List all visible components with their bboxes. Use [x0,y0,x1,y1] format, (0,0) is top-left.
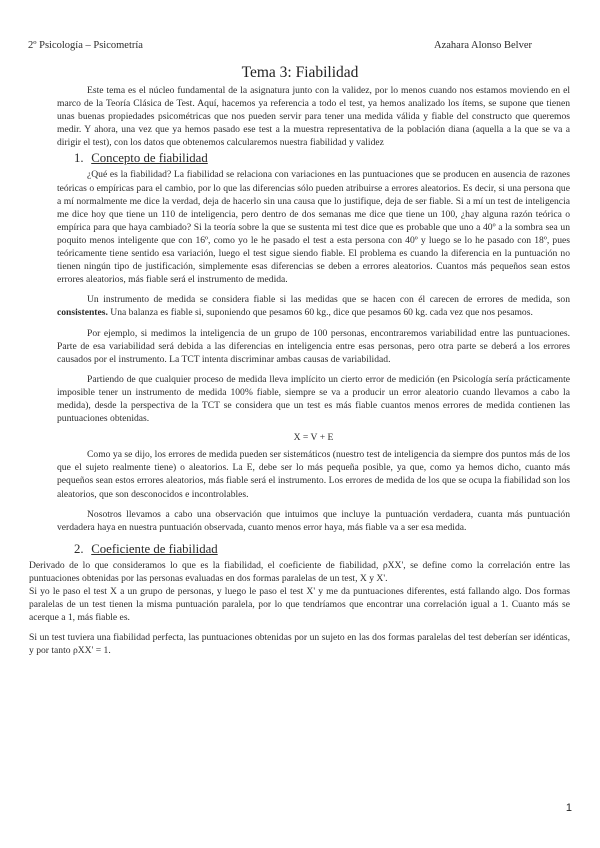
p2-text-start: Un instrumento de medida se considera fiable si las medidas que se hacen con él carecen de errores de medida, son [87,294,570,306]
section-2-number: 2. [74,541,84,556]
section-1-paragraph-4: Partiendo de que cualquier proceso de medida lleva implícito un cierto error de medición (en Psicología sería prácticamente imposible tener un instrumento de medida 100% fiable, siempre se va a producir un error aleatorio cuando llevamos a cabo la medida), desde la perspectiva de la TCT se considera que un test es más fiable cuantos menos errores de medida contienen las puntuaciones obtenidas. [57,373,570,425]
equation: X = V + E [293,432,334,444]
section-2-paragraph-1: Derivado de lo que consideramos lo que es la fiabilidad, el coeficiente de fiabilidad, ρXX', se define como la correlación entre las puntuaciones obtenidas por las personas evaluadas en dos formas paralelas de un test, X y X'. [29,559,570,584]
section-1-title: Concepto de fiabilidad [91,151,208,166]
section-1-heading [57,150,570,166]
section-1-paragraph-6: Nosotros llevamos a cabo una observación que intuimos que incluye la puntuación verdadera, cuanta más puntuación verdadera haya en nuestra puntuación observada, cuanto menos error haya, más fiable va a ser esa medida. [57,508,570,533]
section-1-paragraph-2 [57,293,570,319]
section-1-number: 1. [74,151,84,166]
page-number: 1 [565,802,572,814]
intro-paragraph: Este tema es el núcleo fundamental de la asignatura junto con la validez, por lo menos cuando nos estamos moviendo en el marco de la Teoría Clásica de Test. Aquí, hacemos ya referencia a todo el test, ya hemos analizado los ítems, se supone que tienen unas buenas propiedades psicométricas que nos pueden servir para tener una medida válida y fiable del constructo que queremos medir. Y ahora, una vez que ya hemos pasado ese test a la muestra representativa de la población diana (aquella a la que se va a dirigir el test), con los datos que obtenemos calcularemos nuestra fiabilidad y validez [57,85,570,149]
header-course: 2º Psicología – Psicometría [28,40,143,51]
section-1-paragraph-3: Por ejemplo, si medimos la inteligencia de un grupo de 100 personas, encontraremos variabilidad entre las puntuaciones. Parte de esa variabilidad será debida a las diferencias en inteligencia entre esas personas, pero otra parte se deberá a los errores causados por el instrumento. La TCT intenta discriminar ambas causas de variabilidad. [57,327,570,365]
section-2-paragraph-2: Si yo le paso el test X a un grupo de personas, y luego le paso el test X' y me da puntuaciones diferentes, está fallando algo. Dos formas paralelas de un test tienen la misma puntuación paralela, por lo que tendríamos que encontrar una correlación igual a 1. Cuanto más se acerque a 1, más fiable es. [29,586,570,624]
page-header [28,40,572,51]
header-author: Azahara Alonso Belver [434,40,532,51]
p2-text-end: Una balanza es fiable si, suponiendo que pesamos 60 kg., dice que pesamos 60 kg. cada vez que nos pesamos. [107,307,533,319]
section-2-paragraph-3: Si un test tuviera una fiabilidad perfecta, las puntuaciones obtenidas por un sujeto en las dos formas paralelas del test deberían ser idénticas, y por tanto ρXX' = 1. [29,632,570,657]
section-1-paragraph-5: Como ya se dijo, los errores de medida pueden ser sistemáticos (nuestro test de inteligencia da siempre dos puntos más de los que el sujeto realmente tiene) o aleatorios. La E, debe ser lo más pequeña posible, ya que, como ya hemos dicho, cuanto más pequeños sean estos errores aleatorios, más fiable será el instrumento. Los errores de medida de los que se ocupa la fiabilidad son los aleatorios, que son desconocidos e incontrolables. [57,449,570,500]
section-2-heading [57,541,570,557]
section-1-paragraph-1: ¿Qué es la fiabilidad? La fiabilidad se relaciona con variaciones en las puntuaciones que se producen en ausencia de razones teóricas o empíricas para el cambio, por lo que las diferencias sólo pueden atribuirse a errores aleatorios. Es decir, si una persona que a mí normalmente me dice la verdad, deja de hacerlo sin una causa que lo justifique, deja de ser fiable. Si a mí un test de inteligencia me dice hoy que tiene un 110 de inteligencia, pero dentro de dos semanas me dice que tiene un 100, ¿hay alguna razón teórica o empírica para que haya cambiado? Si la teoría sobre la que se sustenta mi test dice que es probable que uno a 40º a la sombra sea un poquito menos inteligente que con 16º, como yo le he pasado el test a esta persona con 40º y luego se lo he pasado con 18º, pues teóricamente tiene sentido esa variación, luego el test sigue siendo fiable. El problema es cuando la diferencia en la puntuación no tienen ningún tipo de justificación, simplemente esas diferencias se deben a errores aleatorios. Cuantos más pequeños sean estos errores aleatorios, más fiable será el instrumento de medida. [57,169,570,286]
p2-bold-term: consistentes. [57,307,108,319]
section-2-title: Coeficiente de fiabilidad [91,541,218,556]
document-body [29,84,570,657]
document-title: Tema 3: Fiabilidad [241,64,359,81]
